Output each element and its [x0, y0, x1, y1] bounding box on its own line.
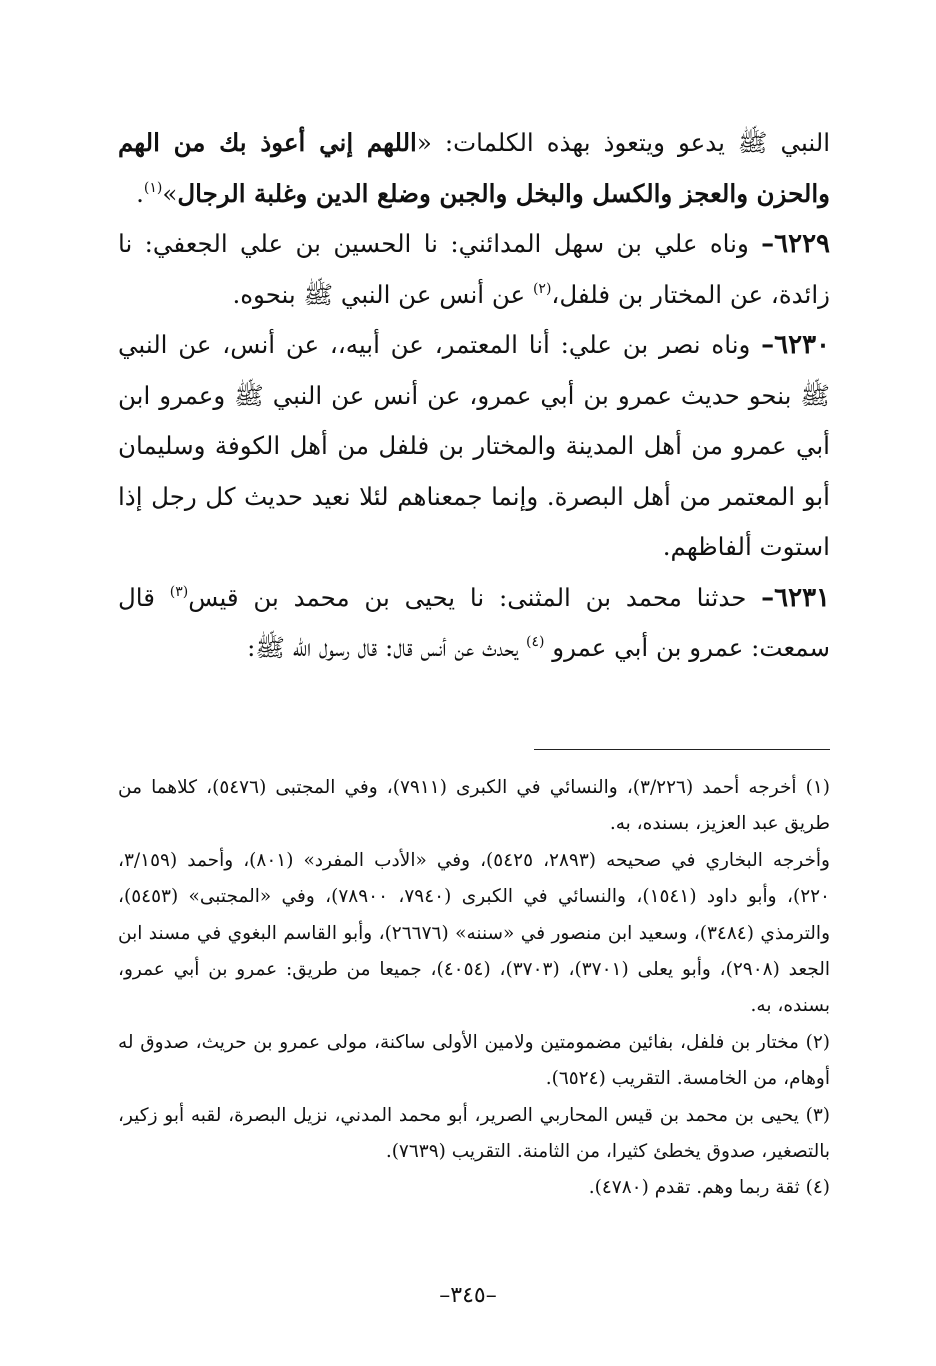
main-text	[118, 118, 830, 674]
footnote-4: (٤) ثقة ربما وهم. تقدم (٤٧٨٠).	[588, 1177, 830, 1199]
hadith-number: ٦٢٣١–	[761, 582, 830, 613]
footnote-ref-4[interactable]: (٤)	[525, 634, 545, 650]
footnote-1: (١) أخرجه أحمد (٣/٢٢٦)، والنسائي في الكبرى (٧٩١١)، وفي المجتبى (٥٤٧٦)، كلاهما من طريق عبد العزيز، بسنده، به.	[118, 777, 830, 835]
footnotes	[118, 770, 830, 1207]
footnote-ref-1[interactable]: (١)	[143, 179, 163, 196]
dua-text: اللهم إني أعوذ بك من الهم والحزن والعجز والكسل والبخل والجبن وضلع الدين وغلبة الرجال	[118, 128, 830, 208]
dua-tail: .	[136, 178, 144, 208]
page-number: –٣٤٥–	[439, 1283, 497, 1308]
hadith-text-cont: عن أنس عن النبي ﷺ بنحوه.	[232, 279, 533, 309]
hadith-text-end: يحدث عن أنس قال: قال رسول الله ﷺ:	[247, 633, 526, 662]
footnote-ref-3[interactable]: (٣)	[169, 583, 189, 600]
hadith-number: ٦٢٢٩–	[761, 229, 830, 259]
hadith-text: وناه علي بن سهل المدائني: نا الحسين بن علي الجعفي: نا زائدة، عن المختار بن فلفل،	[118, 229, 830, 309]
hadith-text: حدثنا محمد بن المثنى: نا يحيى بن محمد بن قيس	[188, 582, 762, 612]
footnote-1-continued: وأخرجه البخاري في صحيحه (٢٨٩٣، ٥٤٢٥)، وفي «الأدب المفرد» (٨٠١)، وأحمد (٣/١٥٩، ٢٢٠)، وأبو داود (١٥٤١)، والنسائي في الكبرى (٧٩٤٠، ٧٨٩٠٠)، وفي «المجتبى» (٥٤٥٣)، والترمذي (٣٤٨٤)، وسعيد ابن منصور في «سننه» (٢٦٦٧٦)، وأبو القاسم البغوي في مسند ابن الجعد (٢٩٠٨)، وأبو يعلى (٣٧٠١)، (٣٧٠٣)، (٤٠٥٤)، جميعا من طريق: عمرو بن أبي عمرو، بسنده، به.	[118, 849, 830, 1017]
footnote-separator	[534, 749, 830, 750]
footnote-3: (٣) يحيى بن محمد بن قيس المحاربي الصرير، أبو محمد المدني، نزيل البصرة، لقبه أبو زكير، بالتصغير، صدوق يخطئ كثيرا، من الثامنة. التقريب (٧٦٣٩).	[118, 1104, 830, 1163]
footnote-2: (٢) مختار بن فلفل، بفائين مضمومتين ولامين الأولى ساكنة، مولى عمرو بن حريث، صدوق له أوهام، من الخامسة. التقريب (٦٥٢٤).	[118, 1031, 830, 1090]
hadith-6231	[118, 573, 830, 674]
dua-lead: النبي ﷺ يدعو ويتعوذ بهذه الكلمات: «	[416, 128, 830, 157]
dua-close: »	[162, 178, 178, 208]
footnote-ref-2[interactable]: (٢)	[532, 280, 552, 297]
hadith-6230	[118, 320, 830, 573]
hadith-text-cont: قال سمعت: عمرو بن أبي عمرو	[118, 582, 830, 662]
hadith-text: وناه نصر بن علي: أنا المعتمر، عن أبيه،، عن أنس، عن النبي ﷺ بنحو حديث عمرو بن أبي عمرو، عن أنس عن النبي ﷺ وعمرو ابن أبي عمرو من أهل المدينة والمختار بن فلفل من أهل الكوفة وسليمان أبو المعتمر من أهل البصرة. وإنما جمعناهم لئلا نعيد حديث كل رجل إذا استوت ألفاظهم.	[118, 330, 830, 561]
hadith-6229	[118, 219, 830, 320]
hadith-number: ٦٢٣٠–	[761, 330, 830, 360]
paragraph-dua	[118, 118, 830, 219]
